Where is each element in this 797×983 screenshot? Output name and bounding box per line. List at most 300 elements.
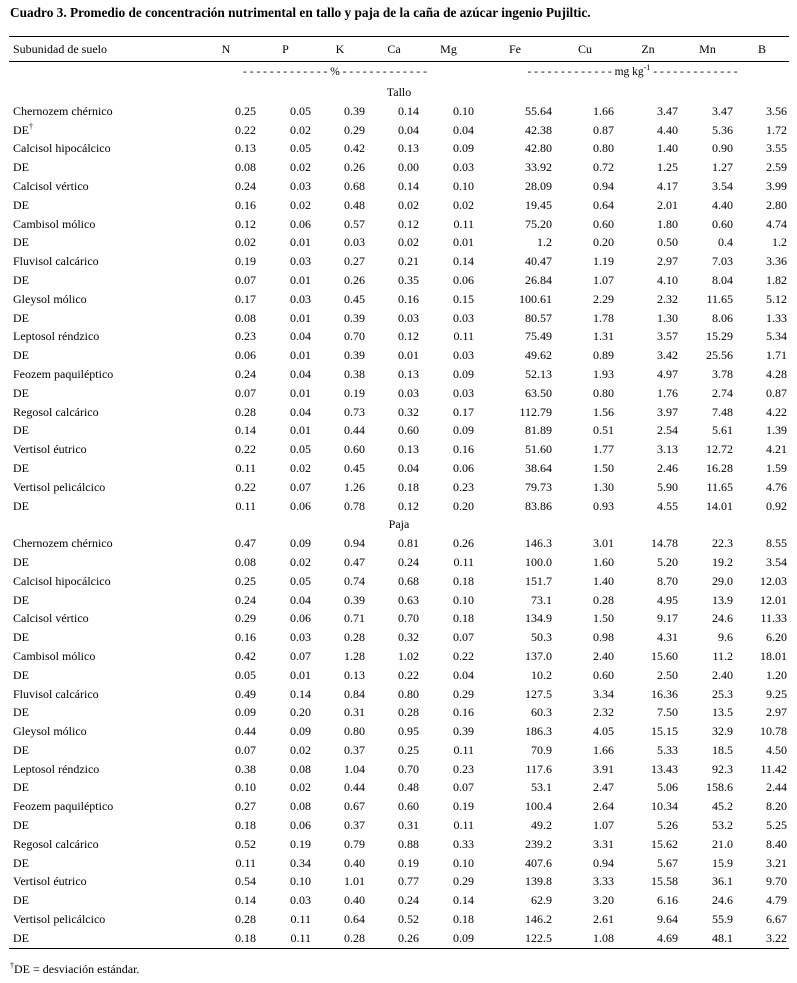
table-cell: 0.16 <box>235 630 256 645</box>
table-row <box>9 271 789 290</box>
table-row <box>9 365 789 384</box>
table-cell: 127.5 <box>525 686 552 701</box>
table-cell: 100.4 <box>525 799 552 814</box>
row-label-text: Feozem paquiléptico <box>13 366 114 381</box>
table-cell: 407.6 <box>525 855 552 870</box>
table-cell: 0.64 <box>344 912 365 927</box>
table-cell: 0.67 <box>344 799 365 814</box>
table-cell: 0.48 <box>344 197 365 212</box>
table-cell: 0.09 <box>421 929 476 948</box>
table-cell: 3.57 <box>657 329 678 344</box>
table-cell: 83.86 <box>525 498 552 513</box>
row-label <box>9 609 194 628</box>
row-label <box>9 816 194 835</box>
table-cell: 0.02 <box>290 460 311 475</box>
col-header-zn: Zn <box>616 37 680 62</box>
table-cell: 0.02 <box>290 122 311 137</box>
table-row <box>9 609 789 628</box>
table-cell: 52.13 <box>525 366 552 381</box>
table-row <box>9 760 789 779</box>
section-title: Paja <box>388 517 410 532</box>
table-cell: 0.19 <box>398 855 419 870</box>
table-cell: 0.25 <box>398 742 419 757</box>
table-cell: 0.70 <box>398 761 419 776</box>
table-cell: 0.19 <box>453 799 474 814</box>
table-cell: 0.22 <box>235 479 256 494</box>
table-cell: 10.34 <box>651 799 678 814</box>
table-cell: 1.66 <box>593 742 614 757</box>
table-cell: 0.23 <box>453 761 474 776</box>
col-header-n: N <box>194 37 258 62</box>
table-cell: 0.50 <box>657 235 678 250</box>
table-cell: 9.64 <box>657 912 678 927</box>
table-cell: 0.18 <box>453 611 474 626</box>
table-cell: 5.06 <box>657 780 678 795</box>
row-label <box>9 478 194 497</box>
table-cell: 134.9 <box>525 611 552 626</box>
table-cell: 7.03 <box>712 254 733 269</box>
table-cell: 0.27 <box>235 799 256 814</box>
table-cell: 22.3 <box>712 536 733 551</box>
table-row <box>9 346 789 365</box>
table-cell: 3.99 <box>766 178 787 193</box>
table-cell: 3.42 <box>657 348 678 363</box>
table-cell: 3.55 <box>766 141 787 156</box>
table-cell: 9.70 <box>766 874 787 889</box>
table-cell: 18.5 <box>712 742 733 757</box>
table-cell: 0.11 <box>235 460 256 475</box>
table-cell: 0.22 <box>235 122 256 137</box>
table-cell: 0.28 <box>235 404 256 419</box>
table-cell: 4.21 <box>766 442 787 457</box>
row-label <box>9 647 194 666</box>
table-cell: 0.03 <box>290 254 311 269</box>
table-cell: 0.19 <box>290 836 311 851</box>
table-cell: 2.97 <box>766 705 787 720</box>
table-cell: 0.79 <box>344 836 365 851</box>
table-cell: 1.04 <box>344 761 365 776</box>
table-cell: 49.2 <box>531 818 552 833</box>
table-cell: 0.22 <box>453 648 474 663</box>
table-cell: 0.44 <box>344 780 365 795</box>
table-row <box>9 121 789 140</box>
row-label <box>9 365 194 384</box>
table-cell: 0.40 <box>344 893 365 908</box>
table-cell: 0.14 <box>398 178 419 193</box>
row-label <box>9 685 194 704</box>
table-cell: 1.40 <box>593 573 614 588</box>
table-cell: 0.39 <box>344 310 365 325</box>
table-cell: 0.06 <box>453 272 474 287</box>
table-cell: 0.39 <box>344 348 365 363</box>
table-cell: 14.78 <box>651 536 678 551</box>
table-cell: 2.44 <box>766 780 787 795</box>
table-cell: 1.01 <box>344 874 365 889</box>
table-cell: 2.47 <box>593 780 614 795</box>
table-cell: 3.34 <box>593 686 614 701</box>
row-label-text: DE <box>13 385 29 400</box>
table-cell: 6.16 <box>657 893 678 908</box>
col-header-fe: Fe <box>476 37 554 62</box>
row-label-text: DE <box>13 272 29 287</box>
table-cell: 0.14 <box>235 423 256 438</box>
table-cell: 0.31 <box>398 818 419 833</box>
table-cell: 0.01 <box>290 235 311 250</box>
row-label-text: Cambisol mólico <box>13 216 96 231</box>
table-cell: 1.82 <box>766 272 787 287</box>
table-cell: 70.9 <box>531 742 552 757</box>
table-cell: 1.07 <box>593 818 614 833</box>
table-cell: 4.55 <box>657 498 678 513</box>
table-row <box>9 534 789 553</box>
table-cell: 8.55 <box>766 536 787 551</box>
col-header-subunidad: Subunidad de suelo <box>9 37 194 62</box>
table-cell: 0.34 <box>290 855 311 870</box>
table-cell: 0.13 <box>398 141 419 156</box>
table-cell: 5.61 <box>712 423 733 438</box>
row-label-text: DE <box>13 423 29 438</box>
table-cell: 0.38 <box>235 761 256 776</box>
table-cell: 0.02 <box>398 235 419 250</box>
table-cell: 1.77 <box>593 442 614 457</box>
table-cell: 0.71 <box>344 611 365 626</box>
table-cell: 0.11 <box>290 912 311 927</box>
table-cell: 0.24 <box>398 893 419 908</box>
table-cell: 28.09 <box>525 178 552 193</box>
row-label <box>9 741 194 760</box>
table-cell: 0.93 <box>593 498 614 513</box>
table-cell: 0.26 <box>453 536 474 551</box>
row-label-text: DE <box>13 630 29 645</box>
section-row <box>9 515 789 534</box>
table-cell: 1.59 <box>766 460 787 475</box>
row-label-text: Vertisol pelicálcico <box>13 479 106 494</box>
row-label <box>9 910 194 929</box>
table-cell: 0.19 <box>235 254 256 269</box>
table-cell: 0.03 <box>290 893 311 908</box>
table-cell: 122.5 <box>476 929 554 948</box>
table-cell: 0.64 <box>593 197 614 212</box>
table-cell: 0.03 <box>290 178 311 193</box>
table-cell: 4.40 <box>657 122 678 137</box>
table-row <box>9 421 789 440</box>
table-caption: Cuadro 3. Promedio de concentración nutrimental en tallo y paja de la caña de azúcar ingenio Pujiltic. <box>10 5 591 20</box>
table-cell: 0.06 <box>290 498 311 513</box>
table-cell: 21.0 <box>712 836 733 851</box>
table-row <box>9 685 789 704</box>
row-label <box>9 553 194 572</box>
table-cell: 0.54 <box>235 874 256 889</box>
table-cell: 4.69 <box>616 929 680 948</box>
footnote-text: DE = desviación estándar. <box>14 962 140 976</box>
table-cell: 0.24 <box>235 178 256 193</box>
table-cell: 0.35 <box>398 272 419 287</box>
table-cell: 0.27 <box>344 254 365 269</box>
table-cell: 0.13 <box>398 442 419 457</box>
table-cell: 0.11 <box>453 329 474 344</box>
table-cell: 75.49 <box>525 329 552 344</box>
table-cell: 0.04 <box>453 122 474 137</box>
table-cell: 0.12 <box>235 216 256 231</box>
row-label-text: Calcisol vértico <box>13 611 89 626</box>
table-cell: 0.26 <box>344 272 365 287</box>
table-cell: 0.01 <box>398 348 419 363</box>
table-cell: 151.7 <box>525 573 552 588</box>
table-cell: 0.23 <box>235 329 256 344</box>
table-cell: 0.24 <box>235 366 256 381</box>
row-label <box>9 177 194 196</box>
table-cell: 0.87 <box>766 385 787 400</box>
table-cell: 0.28 <box>344 630 365 645</box>
table-cell: 63.50 <box>525 385 552 400</box>
table-cell: 0.20 <box>593 235 614 250</box>
table-cell: 0.09 <box>290 536 311 551</box>
table-cell: 1.30 <box>657 310 678 325</box>
table-cell: 62.9 <box>531 893 552 908</box>
row-label <box>9 778 194 797</box>
table-cell: 0.16 <box>453 705 474 720</box>
table-cell: 36.1 <box>712 874 733 889</box>
table-cell: 100.61 <box>519 291 552 306</box>
table-cell: 5.20 <box>657 554 678 569</box>
table-cell: 12.01 <box>760 592 787 607</box>
row-label <box>9 102 194 121</box>
table-cell: 4.95 <box>657 592 678 607</box>
table-row <box>9 309 789 328</box>
table-cell: 19.2 <box>712 554 733 569</box>
table-cell: 53.1 <box>531 780 552 795</box>
table-cell: 0.88 <box>398 836 419 851</box>
table-row <box>9 403 789 422</box>
row-label <box>9 233 194 252</box>
col-header-k: K <box>313 37 367 62</box>
row-label <box>9 572 194 591</box>
unit-mgkg <box>476 62 789 84</box>
table-cell: 51.60 <box>525 442 552 457</box>
table-cell: 42.80 <box>525 141 552 156</box>
row-label <box>9 797 194 816</box>
table-cell: 13.5 <box>712 705 733 720</box>
unit-mgkg-right: - - - - - - - - - - - - - <box>650 66 738 78</box>
row-label-text: DE <box>13 197 29 212</box>
table-cell: 0.16 <box>398 291 419 306</box>
row-label-text: DE <box>13 780 29 795</box>
table-cell: 0.52 <box>398 912 419 927</box>
table-cell: 0.47 <box>235 536 256 551</box>
table-cell: 1.25 <box>657 160 678 175</box>
table-cell: 0.80 <box>593 141 614 156</box>
table-cell: 1.08 <box>554 929 616 948</box>
row-label-text: Vertisol pelicálcico <box>13 912 106 927</box>
table-cell: 1.76 <box>657 385 678 400</box>
table-row <box>9 816 789 835</box>
table-cell: 1.71 <box>766 348 787 363</box>
row-label-text: Gleysol mólico <box>13 291 87 306</box>
table-cell: 7.48 <box>712 404 733 419</box>
table-cell: 0.10 <box>453 592 474 607</box>
table-cell: 4.22 <box>766 404 787 419</box>
table-cell: 15.62 <box>651 836 678 851</box>
row-label <box>9 891 194 910</box>
table-cell: 11.33 <box>760 611 787 626</box>
table-cell: 0.29 <box>344 122 365 137</box>
table-cell: 0.05 <box>290 141 311 156</box>
table-cell: 0.20 <box>453 498 474 513</box>
row-label <box>9 384 194 403</box>
table-cell: 3.22 <box>735 929 789 948</box>
table-cell: 0.22 <box>235 442 256 457</box>
row-label-text: Calcisol hipocálcico <box>13 141 111 156</box>
table-cell: 2.32 <box>593 705 614 720</box>
table-cell: 0.24 <box>398 554 419 569</box>
table-cell: 2.97 <box>657 254 678 269</box>
table-cell: 0.4 <box>718 235 733 250</box>
table-row <box>9 854 789 873</box>
table-cell: 2.74 <box>712 385 733 400</box>
row-label-text: DE <box>13 667 29 682</box>
table-cell: 45.2 <box>712 799 733 814</box>
table-cell: 0.09 <box>453 423 474 438</box>
table-cell: 81.89 <box>525 423 552 438</box>
table-cell: 0.94 <box>344 536 365 551</box>
table-cell: 10.2 <box>531 667 552 682</box>
table-row <box>9 910 789 929</box>
row-label-text: DE <box>13 160 29 175</box>
table-cell: 3.91 <box>593 761 614 776</box>
table-cell: 1.93 <box>593 366 614 381</box>
table-cell: 2.80 <box>766 197 787 212</box>
table-row <box>9 741 789 760</box>
table-cell: 0.11 <box>235 498 256 513</box>
table-cell: 0.80 <box>344 724 365 739</box>
row-label-text: DE <box>13 310 29 325</box>
table-cell: 0.42 <box>344 141 365 156</box>
table-cell: 14.01 <box>706 498 733 513</box>
table-cell: 0.78 <box>344 498 365 513</box>
table-cell: 0.04 <box>290 329 311 344</box>
table-cell: 0.38 <box>344 366 365 381</box>
table-cell: 92.3 <box>712 761 733 776</box>
table-cell: 3.47 <box>712 103 733 118</box>
table-cell: 0.06 <box>290 818 311 833</box>
row-label-text: Leptosol réndzico <box>13 329 100 344</box>
table-cell: 33.92 <box>525 160 552 175</box>
table-cell: 0.37 <box>344 818 365 833</box>
table-cell: 0.32 <box>398 404 419 419</box>
table-cell: 2.40 <box>593 648 614 663</box>
table-cell: 12.03 <box>760 573 787 588</box>
table-cell: 3.01 <box>593 536 614 551</box>
unit-percent: - - - - - - - - - - - - - % - - - - - - - - - - - - - <box>243 66 427 78</box>
table-cell: 0.39 <box>344 103 365 118</box>
footnote-mark: † <box>10 961 14 970</box>
table-cell: 6.20 <box>766 630 787 645</box>
table-cell: 15.60 <box>651 648 678 663</box>
table-cell: 0.09 <box>453 141 474 156</box>
table-cell: 0.24 <box>235 592 256 607</box>
col-header-mn: Mn <box>680 37 735 62</box>
table-row <box>9 233 789 252</box>
table-cell: 0.11 <box>453 742 474 757</box>
table-cell: 0.06 <box>235 348 256 363</box>
col-header-cu: Cu <box>554 37 616 62</box>
table-cell: 19.45 <box>525 197 552 212</box>
table-cell: 0.29 <box>453 874 474 889</box>
table-cell: 0.07 <box>453 780 474 795</box>
table-cell: 112.79 <box>519 404 552 419</box>
table-row <box>9 591 789 610</box>
table-cell: 10.78 <box>760 724 787 739</box>
table-cell: 0.06 <box>290 216 311 231</box>
table-row <box>9 778 789 797</box>
table-row <box>9 722 789 741</box>
table-cell: 5.33 <box>657 742 678 757</box>
table-cell: 100.0 <box>525 554 552 569</box>
table-cell: 40.47 <box>525 254 552 269</box>
table-cell: 0.02 <box>290 160 311 175</box>
table-cell: 11.2 <box>712 648 733 663</box>
row-label-text: DE <box>13 592 29 607</box>
table-cell: 0.28 <box>398 705 419 720</box>
unit-mgkg-left: - - - - - - - - - - - - - mg kg <box>527 66 644 78</box>
table-cell: 50.3 <box>531 630 552 645</box>
table-cell: 16.28 <box>706 460 733 475</box>
table-cell: 2.50 <box>657 667 678 682</box>
table-cell: 0.10 <box>453 178 474 193</box>
table-cell: 0.26 <box>367 929 421 948</box>
row-label <box>9 290 194 309</box>
table-cell: 0.09 <box>290 724 311 739</box>
table-cell: 0.45 <box>344 291 365 306</box>
table-cell: 1.56 <box>593 404 614 419</box>
table-cell: 1.07 <box>593 272 614 287</box>
table-cell: 0.29 <box>453 686 474 701</box>
table-cell: 0.10 <box>453 103 474 118</box>
table-cell: 1.78 <box>593 310 614 325</box>
table-row <box>9 196 789 215</box>
table-cell: 0.01 <box>453 235 474 250</box>
table-cell: 0.95 <box>398 724 419 739</box>
table-cell: 12.72 <box>706 442 733 457</box>
row-label-text: Calcisol vértico <box>13 178 89 193</box>
table-cell: 8.70 <box>657 573 678 588</box>
table-cell: 9.17 <box>657 611 678 626</box>
table-cell: 0.01 <box>290 385 311 400</box>
table-cell: 4.28 <box>766 366 787 381</box>
table-cell: 186.3 <box>525 724 552 739</box>
table-cell: 8.40 <box>766 836 787 851</box>
row-label <box>9 271 194 290</box>
table-row <box>9 628 789 647</box>
table-cell: 0.12 <box>398 498 419 513</box>
table-cell: 0.05 <box>290 103 311 118</box>
table-cell: 16.36 <box>651 686 678 701</box>
table-cell: 53.2 <box>712 818 733 833</box>
table-cell: 0.11 <box>453 818 474 833</box>
table-cell: 0.14 <box>453 893 474 908</box>
row-label-text: DE <box>13 742 29 757</box>
table-cell: 0.20 <box>290 705 311 720</box>
footnote <box>10 962 139 977</box>
table-cell: 0.12 <box>398 329 419 344</box>
table-row <box>9 459 789 478</box>
table-row <box>9 572 789 591</box>
table-cell: 0.02 <box>398 197 419 212</box>
row-label <box>9 835 194 854</box>
table-cell: 0.13 <box>398 366 419 381</box>
row-label <box>9 534 194 553</box>
table-cell: 0.21 <box>398 254 419 269</box>
